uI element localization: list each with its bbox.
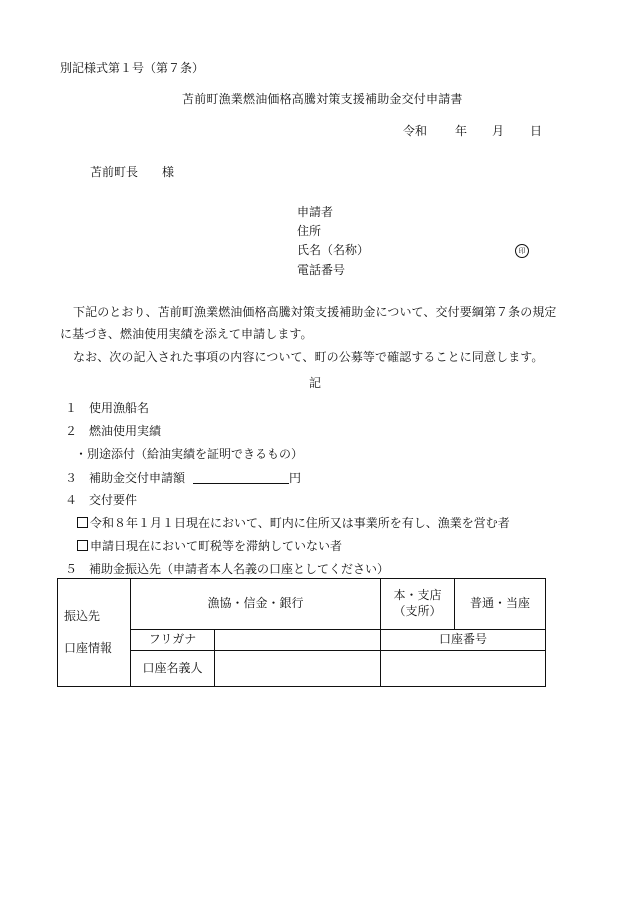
applicant-heading: 申請者 (297, 205, 334, 219)
institution-cell[interactable] (131, 579, 381, 630)
requirement-1-text: 令和８年１月１日現在において、町内に住所又は事業所を有し、漁業を営む者 (90, 516, 510, 530)
furigana-field[interactable] (215, 630, 381, 651)
form-number: 別記様式第１号（第７条） (60, 61, 205, 75)
body-paragraph-2: なお、次の記入された事項の内容について、町の公募等で確認することに同意します。 (73, 350, 544, 364)
branch-cell[interactable] (381, 579, 455, 630)
branch-label-line1: 本・支店 (393, 588, 442, 603)
transfer-label-line1: 振込先 (64, 609, 101, 624)
yen-unit: 円 (289, 471, 302, 485)
date-era: 令和 (403, 124, 428, 138)
account-number-label: 口座番号 (381, 630, 546, 651)
transfer-label-line2: 口座情報 (64, 640, 113, 655)
addressee-honorific: 様 (162, 165, 175, 179)
account-number-field[interactable] (381, 651, 546, 687)
applicant-address-label: 住所 (297, 224, 322, 238)
furigana-label: フリガナ (131, 630, 215, 651)
account-type: 普通・当座 (470, 596, 531, 611)
amount-blank-field[interactable] (193, 471, 289, 484)
seal-mark (515, 243, 529, 258)
applicant-phone-label: 電話番号 (297, 263, 346, 277)
item-1-vessel-name: １ 使用漁船名 (65, 401, 150, 415)
item-5-bank-account: ５ 補助金振込先（申請者本人名義の口座としてください） (65, 562, 390, 576)
seal-icon: 印 (515, 244, 529, 258)
item-2-fuel-usage: ２ 燃油使用実績 (65, 424, 162, 438)
branch-label-line2: （支所） (393, 604, 442, 618)
addressee-name: 苫前町長 (90, 165, 139, 179)
date-month: 月 (492, 124, 505, 138)
document-title: 苫前町漁業燃油価格高騰対策支援補助金交付申請書 (182, 92, 463, 106)
requirement-2-text: 申請日現在において町税等を滞納していない者 (90, 539, 343, 553)
item-4-requirements: ４ 交付要件 (65, 493, 138, 507)
account-holder-field[interactable] (215, 651, 381, 687)
account-holder-label: 口座名義人 (131, 651, 215, 687)
body-paragraph-1: 下記のとおり、苫前町漁業燃油価格高騰対策支援補助金について、交付要綱第７条の規定に基づき、燃油使用実績を添えて申請します。 (60, 305, 557, 341)
applicant-name-label: 氏名（名称） (297, 243, 370, 257)
item-3-label: ３ 補助金交付申請額 (65, 471, 186, 485)
requirement-2 (77, 540, 342, 552)
ki-heading: 記 (309, 376, 322, 390)
requirement-1-checkbox[interactable] (77, 517, 88, 528)
item-3-request-amount (65, 471, 301, 484)
item-2-attachment-note: ・別途添付（給油実績を証明できるもの） (75, 447, 304, 461)
transfer-destination-label (58, 579, 131, 687)
date-year: 年 (455, 124, 468, 138)
requirement-1 (77, 517, 510, 529)
date-day: 日 (530, 124, 543, 138)
requirement-2-checkbox[interactable] (77, 540, 88, 551)
account-type-cell[interactable] (455, 579, 546, 630)
bank-account-table (57, 578, 546, 687)
institution-type: 漁協・信金・銀行 (207, 596, 304, 611)
